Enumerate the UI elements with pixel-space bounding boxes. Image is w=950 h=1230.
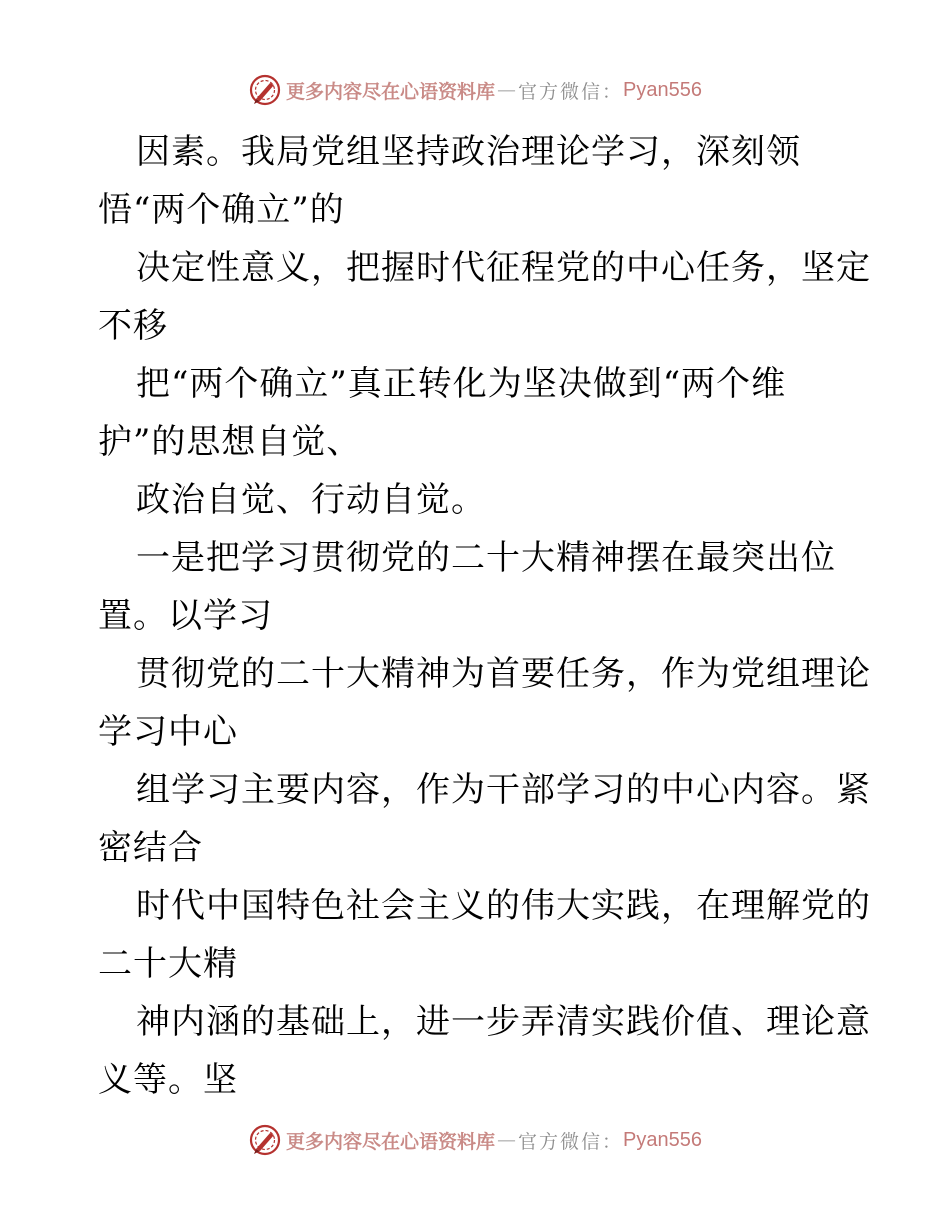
body-line-15: 二十大精	[98, 944, 238, 984]
footer-banner-inner	[248, 1123, 702, 1157]
header-banner-inner	[248, 73, 702, 107]
pen-logo-icon	[248, 1123, 282, 1157]
body-line-5: 把“两个确立”真正转化为坚决做到“两个维	[136, 364, 787, 404]
document-body	[98, 123, 871, 1109]
body-line-12: 组学习主要内容，作为干部学习的中心内容。紧	[136, 770, 871, 810]
footer-brand-text: 更多内容尽在心语资料库	[286, 1130, 496, 1153]
header-brand-text: 更多内容尽在心语资料库	[286, 80, 496, 103]
body-line-7: 政治自觉、行动自觉。	[136, 480, 486, 520]
pen-logo-icon	[248, 73, 282, 107]
body-line-10: 贯彻党的二十大精神为首要任务，作为党组理论	[136, 654, 871, 694]
footer-wechat-label: 官方微信：	[518, 1130, 624, 1153]
body-line-9: 置。以学习	[98, 596, 273, 636]
body-line-14: 时代中国特色社会主义的伟大实践，在理解党的	[136, 886, 871, 926]
footer-banner	[0, 1120, 950, 1160]
body-line-2: 悟“两个确立”的	[98, 190, 345, 230]
body-line-16: 神内涵的基础上，进一步弄清实践价值、理论意	[136, 1002, 871, 1042]
body-line-13: 密结合	[98, 828, 203, 868]
header-banner	[0, 70, 950, 110]
body-line-11: 学习中心	[98, 712, 238, 752]
header-dash: —	[497, 79, 517, 101]
header-wechat-id: Pyan556	[623, 78, 702, 101]
footer-dash: —	[497, 1129, 517, 1151]
body-line-8: 一是把学习贯彻党的二十大精神摆在最突出位	[136, 538, 836, 578]
body-line-1: 因素。我局党组坚持政治理论学习，深刻领	[136, 132, 801, 172]
header-wechat-label: 官方微信：	[518, 80, 624, 103]
footer-wechat-id: Pyan556	[623, 1128, 702, 1151]
body-line-4: 不移	[98, 306, 168, 346]
body-line-3: 决定性意义，把握时代征程党的中心任务，坚定	[136, 248, 871, 288]
body-line-6: 护”的思想自觉、	[98, 422, 362, 462]
body-line-17: 义等。坚	[98, 1060, 238, 1100]
